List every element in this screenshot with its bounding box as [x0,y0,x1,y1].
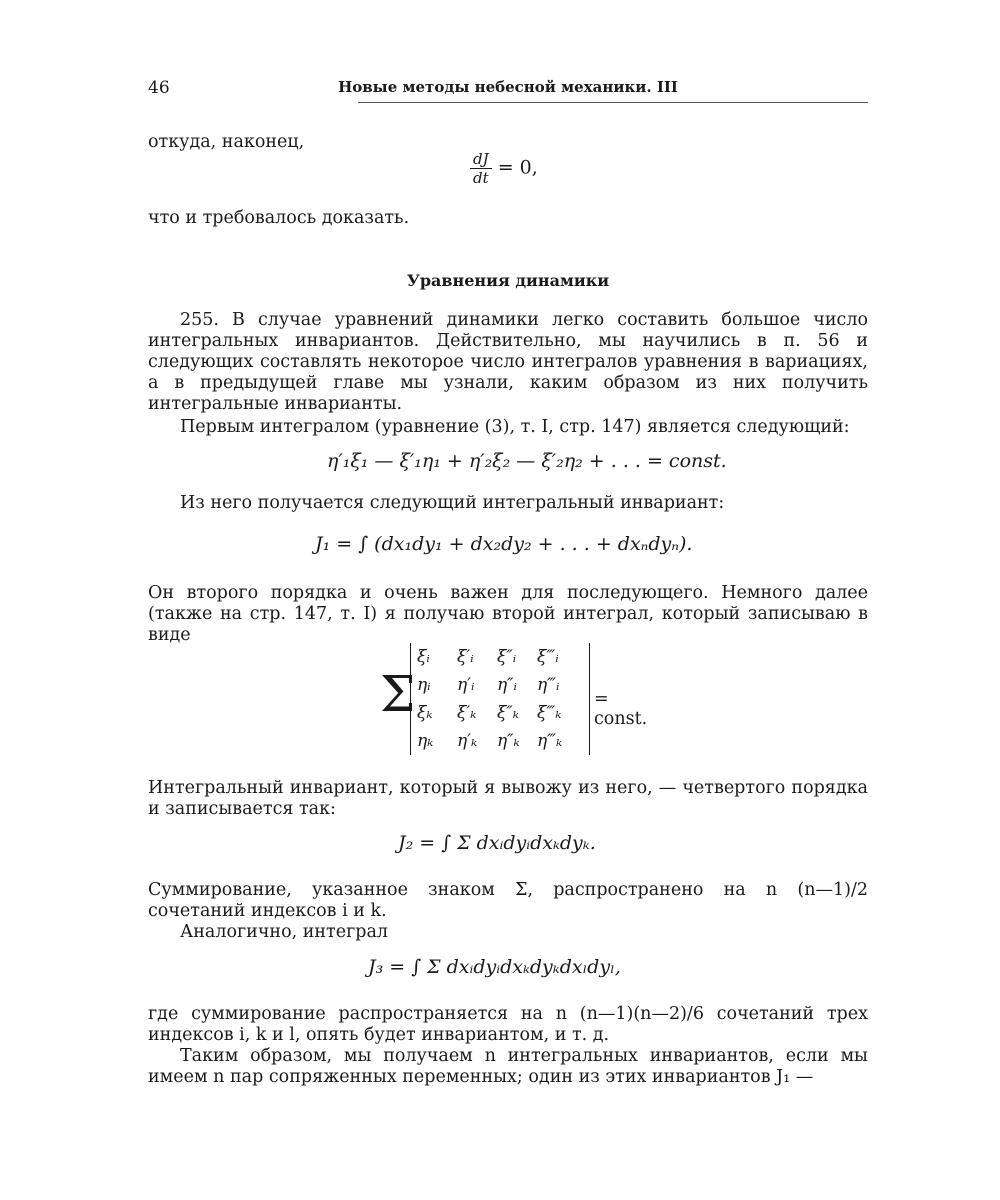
paragraph-invariant: Из него получается следующий интегральный инвариант: [180,493,725,513]
determinant-cell: ηₖ [417,731,434,751]
determinant-cell: η″ₖ [497,731,520,751]
determinant-cell: ξ″ₖ [497,703,519,723]
equation-dj-dt [470,150,538,187]
paragraph-thus: Таким образом, мы получаем n интегральных инвариантов, если мы имеем n пар сопряженных переменных; один из этих инвариантов J₁ — [148,1046,868,1087]
paragraph-analogously: Аналогично, интеграл [180,922,389,942]
section-heading: Уравнения динамики [406,271,610,290]
determinant-cell: ξ″ᵢ [497,647,517,667]
determinant-row [417,699,577,727]
page-number: 46 [148,78,170,98]
determinant-cell: ξᵢ [417,647,430,667]
determinant-cell: η‴ᵢ [537,675,560,695]
running-header [148,78,868,104]
fraction-dj-dt [470,150,492,187]
determinant-cell: ηᵢ [417,675,431,695]
equation-j3: J₃ = ∫ Σ dxᵢdyᵢdxₖdyₖdxₗdyₗ, [368,956,621,978]
equation-rhs: = 0, [497,156,538,179]
determinant-cell: ξ′ₖ [457,703,477,723]
paragraph-summation: Суммирование, указанное знаком Σ, распространено на n (n—1)/2 сочетаний индексов i и k. [148,880,868,921]
fraction-denominator: dt [473,169,489,187]
determinant-cell: η′ᵢ [457,675,475,695]
determinant-cell: η″ᵢ [497,675,517,695]
paragraph-fourth-order: Интегральный инвариант, который я вывожу из него, — четвертого порядка и записывается так: [148,778,868,819]
determinant-cell: ξ‴ᵢ [537,647,559,667]
paragraph-second-integral: Он второго порядка и очень важен для последующего. Немного далее (также на стр. 147, т. I) я получаю второй интеграл, который записываю в виде [148,583,868,645]
determinant-cell: ξₖ [417,703,433,723]
determinant-cell: η‴ₖ [537,731,563,751]
determinant-cell: ξ′ᵢ [457,647,474,667]
paragraph-where: где суммирование распространяется на n (n—1)(n—2)/6 сочетаний трех индексов i, k и l, опять будет инвариантом, и т. д. [148,1004,868,1045]
sum-sign: Σ [380,665,416,723]
determinant-row [417,643,577,671]
paragraph-first-integral: Первым интегралом (уравнение (3), т. I, стр. 147) является следующий: [180,417,850,437]
determinant-table [417,643,577,755]
determinant-matrix [410,643,590,755]
text-otkuda: откуда, наконец, [148,132,305,152]
determinant-cell: ξ‴ₖ [537,703,562,723]
header-title: Новые методы небесной механики. III [338,78,678,96]
text-proven: что и требовалось доказать. [148,208,410,228]
determinant-rhs: = const. [594,689,648,729]
header-rule [358,102,868,103]
determinant-cell: η′ₖ [457,731,478,751]
determinant-row [417,727,577,755]
equation-j2: J₂ = ∫ Σ dxᵢdyᵢdxₖdyₖ. [398,832,596,854]
equation-first-integral: η′₁ξ₁ — ξ′₁η₁ + η′₂ξ₂ — ξ′₂η₂ + . . . = const. [327,450,727,472]
paragraph-255: 255. В случае уравнений динамики легко составить большое число интегральных инвариантов. Действительно, мы научились в п. 56 и следующих составлять некоторое число интегралов уравнения в вариациях, а в предыдущей главе мы узнали, каким образом из них получить интегральные инварианты. [148,310,868,414]
determinant-row [417,671,577,699]
fraction-numerator: dJ [470,150,492,169]
equation-j1: J₁ = ∫ (dx₁dy₁ + dx₂dy₂ + . . . + dxₙdyₙ). [315,533,693,555]
